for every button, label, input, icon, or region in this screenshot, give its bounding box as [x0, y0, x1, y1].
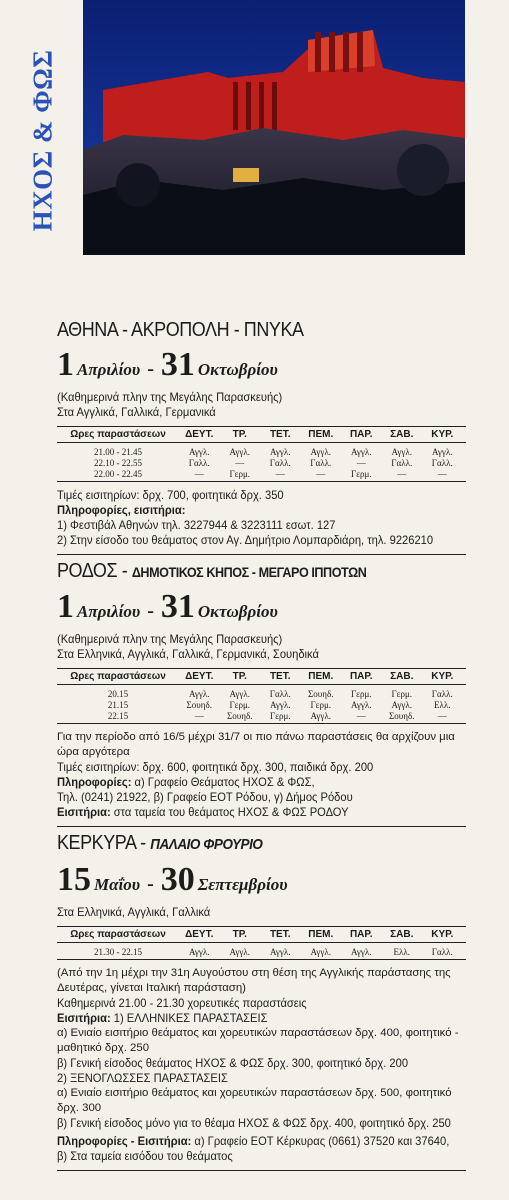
athens-info-2: 2) Στην είσοδο του θεάματος στον Αγ. Δημήτριο Λομπαρδιάρη, τηλ. 9226210	[57, 533, 434, 547]
corfu-languages: Στα Ελληνικά, Αγγλικά, Γαλλικά	[57, 905, 211, 919]
corfu-heading: ΚΕΡΚΥΡΑ - ΠΑΛΑΙΟ ΦΡΟΥΡΙΟ	[57, 832, 263, 854]
rhodes-period-note: Για την περίοδο από 16/5 μέχρι 31/7 οι πιο πάνω παραστάσεις θα αρχίζουν μια ώρα αργότερα	[57, 731, 455, 758]
corfu-section	[57, 831, 466, 1164]
rhodes-info-2: Τηλ. (0241) 21922, β) Γραφείο ΕΟΤ Ρόδου, γ) Δήμος Ρόδου	[57, 790, 353, 804]
corfu-schedule-table	[57, 926, 466, 960]
section-divider	[57, 826, 466, 827]
rhodes-daily-note: (Καθημερινά πλην της Μεγάλης Παρασκευής)	[57, 632, 283, 646]
rhodes-prices: Τιμές εισιτηρίων: δρχ. 600, φοιτητικά δρχ. 300, παιδικά δρχ. 200	[57, 760, 374, 774]
side-title	[20, 40, 66, 240]
rhodes-schedule-table	[57, 668, 466, 724]
corfu-info: Πληροφορίες - Εισιτήρια: α) Γραφείο ΕΟΤ Κέρκυρας (0661) 37520 και 37640,	[57, 1134, 450, 1148]
schedule-header-row: Ωρες παραστάσεων ΔΕΥΤ. ΤΡ. ΤΕΤ. ΠΕΜ. ΠΑΡ. ΣΑΒ. ΚΥΡ.	[57, 426, 466, 443]
table-row: 22.10 - 22.55 Γαλλ. — Γαλλ. Γαλλ. — Γαλλ. Γαλλ.	[94, 457, 453, 468]
athens-schedule-table	[57, 426, 466, 482]
athens-prices: Τιμές εισιτηρίων: δρχ. 700, φοιτητικά δρχ. 350	[57, 488, 284, 502]
athens-schedule-body	[57, 443, 466, 482]
acropolis-night-photo	[83, 0, 465, 255]
side-title-text: ΗΧΟΣ & ΦΩΣ	[27, 49, 58, 231]
corfu-schedule-body	[57, 943, 466, 960]
section-divider	[57, 554, 466, 555]
corfu-ticket-2: 2) ΞΕΝΟΓΛΩΣΣΕΣ ΠΑΡΑΣΤΑΣΕΙΣ	[57, 1071, 228, 1085]
rhodes-schedule-body	[57, 685, 466, 724]
table-row: 22.00 - 22.45 — Γερμ. — — Γερμ. — —	[94, 468, 447, 479]
corfu-ticket-a: α) Ενιαίο εισιτήριο θεάματος και χορευτικών παραστάσεων δρχ. 400, φοιτητικό - μαθητικό δρχ. 250	[57, 1027, 459, 1054]
athens-info-label: Πληροφορίες, εισιτήρια:	[57, 503, 186, 517]
rhodes-heading: ΡΟΔΟΣ - ΔΗΜΟΤΙΚΟΣ ΚΗΠΟΣ - ΜΕΓΑΡΟ ΙΠΠΟΤΩΝ	[57, 560, 367, 582]
corfu-dates: 15 Μαΐου - 30 Σεπτεμβρίου	[57, 861, 288, 898]
rhodes-section	[57, 559, 466, 820]
corfu-ticket-b: β) Γενική είσοδος θεάματος ΗΧΟΣ & ΦΩΣ δρχ. 300, φοιτητικό δρχ. 200	[57, 1056, 409, 1070]
corfu-note-2: Καθημερινά 21.00 - 21.30 χορευτικές παραστάσεις	[57, 996, 307, 1010]
corfu-ticket-2a: α) Ενιαίο εισιτήριο θεάματος και χορευτικών παραστάσεων δρχ. 500, φοιτητικό δρχ. 300	[57, 1087, 452, 1114]
athens-dates: 1 Απριλίου - 31 Οκτωβρίου	[57, 346, 278, 383]
rhodes-tickets: Εισιτήρια: στα ταμεία του θεάματος ΗΧΟΣ & ΦΩΣ ΡΟΔΟΥ	[57, 805, 349, 819]
athens-info-1: 1) Φεστιβάλ Αθηνών τηλ. 3227944 & 3223111 εσωτ. 127	[57, 518, 336, 532]
section-divider	[57, 1170, 466, 1171]
corfu-tickets-head: Εισιτήρια: 1) ΕΛΛΗΝΙΚΕΣ ΠΑΡΑΣΤΑΣΕΙΣ	[57, 1011, 268, 1025]
table-row: 21.30 - 22.15 Αγγλ. Αγγλ. Αγγλ. Αγγλ. Αγγλ. Ελλ. Γαλλ.	[94, 946, 453, 957]
rhodes-languages: Στα Ελληνικά, Αγγλικά, Γαλλικά, Γερμανικά, Σουηδικά	[57, 647, 319, 661]
corfu-info-2: β) Στα ταμεία εισόδου του θεάματος	[57, 1149, 233, 1163]
table-row: 21.00 - 21.45 Αγγλ. Αγγλ. Αγγλ. Αγγλ. Αγγλ. Αγγλ. Αγγλ.	[94, 446, 453, 457]
corfu-note-1: (Από την 1η μέχρι την 31η Αυγούστου στη θέση της Αγγλικής παράστασης της Δευτέρας, γίνεται Ιταλική παράσταση)	[57, 967, 451, 994]
content	[57, 318, 466, 1175]
athens-daily-note: (Καθημερινά πλην της Μεγάλης Παρασκευής)	[57, 390, 283, 404]
athens-heading: ΑΘΗΝΑ - ΑΚΡΟΠΟΛΗ - ΠΝΥΚΑ	[57, 319, 304, 341]
table-row: 22.15 — Σουηδ. Γερμ. Αγγλ. — Σουηδ. —	[107, 710, 447, 721]
schedule-header-row: Ωρες παραστάσεων ΔΕΥΤ. ΤΡ. ΤΕΤ. ΠΕΜ. ΠΑΡ. ΣΑΒ. ΚΥΡ.	[57, 926, 466, 943]
table-row: 21.15 Σουηδ. Γερμ. Αγγλ. Γερμ. Αγγλ. Αγγλ. Ελλ.	[107, 699, 451, 710]
athens-section	[57, 318, 466, 548]
schedule-header-row: Ωρες παραστάσεων ΔΕΥΤ. ΤΡ. ΤΕΤ. ΠΕΜ. ΠΑΡ. ΣΑΒ. ΚΥΡ.	[57, 668, 466, 685]
corfu-ticket-2b: β) Γενική είσοδος μόνο για το θέαμα ΗΧΟΣ & ΦΩΣ δρχ. 400, φοιτητικό δρχ. 250	[57, 1116, 451, 1130]
rhodes-dates: 1 Απριλίου - 31 Οκτωβρίου	[57, 588, 278, 625]
acropolis-illustration	[83, 0, 465, 255]
athens-languages: Στα Αγγλικά, Γαλλικά, Γερμανικά	[57, 405, 216, 419]
table-row: 20.15 Αγγλ. Αγγλ. Γαλλ. Σουηδ. Γερμ. Γερμ. Γαλλ.	[107, 688, 453, 699]
rhodes-info: Πληροφορίες: α) Γραφείο Θεάματος ΗΧΟΣ & ΦΩΣ,	[57, 775, 315, 789]
